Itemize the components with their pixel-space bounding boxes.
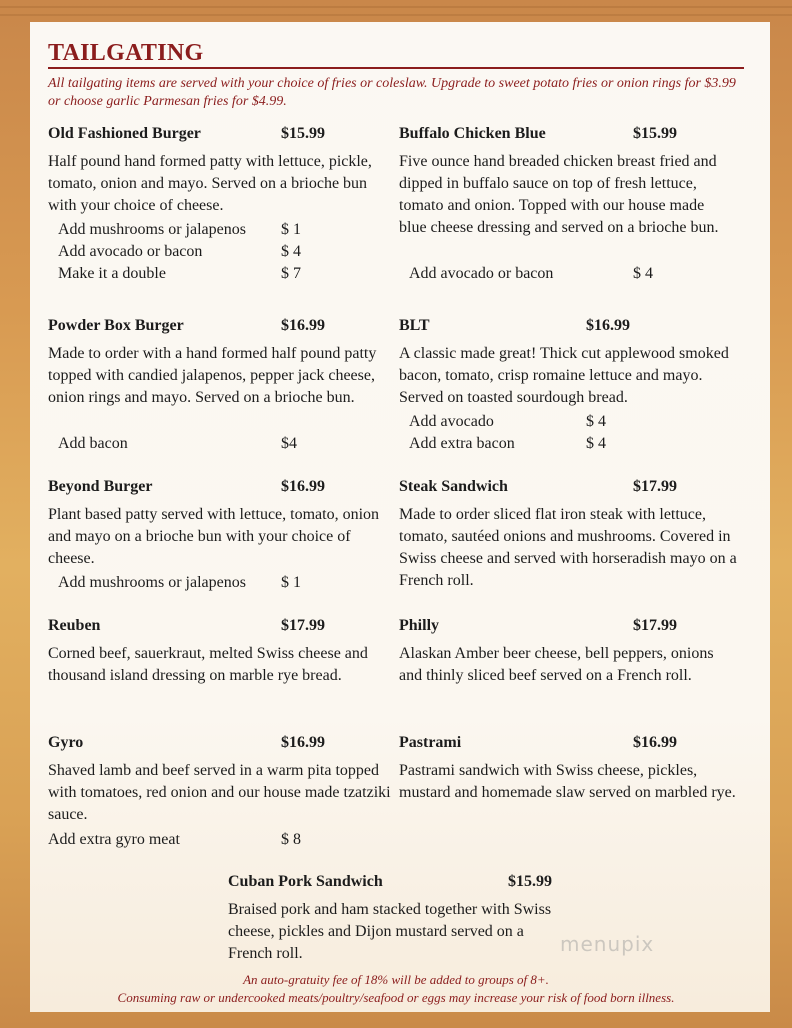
section-intro: All tailgating items are served with your choice of fries or coleslaw. Upgrade to sweet potato fries or onion rings for $3.99 or choose garlic Parmesan fries for $4.99.	[48, 76, 736, 109]
item-description: Shaved lamb and beef served in a warm pita topped with tomatoes, red onion and our house made tzatziki sauce.	[48, 762, 391, 823]
addon	[399, 435, 734, 457]
item-description: Alaskan Amber beer cheese, bell peppers, onions and thinly sliced beef served on a French roll.	[399, 645, 714, 684]
item-price: $17.99	[281, 617, 325, 634]
item-price: $15.99	[508, 873, 552, 890]
food-safety-notice: Consuming raw or undercooked meats/poultry/seafood or eggs may increase your risk of food born illness.	[117, 990, 675, 1005]
addon-price: $ 4	[633, 265, 653, 282]
item-name: Buffalo Chicken Blue	[399, 125, 546, 142]
addon-list	[399, 413, 734, 457]
addon-price: $ 1	[281, 574, 301, 591]
addon	[48, 221, 383, 243]
addon-label: Add avocado	[409, 413, 494, 430]
title-divider	[48, 67, 744, 69]
addon-price: $ 4	[586, 413, 606, 430]
item-description: Plant based patty served with lettuce, tomato, onion and mayo on a brioche bun with your choice of cheese.	[48, 506, 380, 567]
item-price: $17.99	[633, 617, 677, 634]
item-name: Cuban Pork Sandwich	[228, 873, 383, 890]
addon-label: Add extra gyro meat	[48, 831, 180, 848]
item-price: $16.99	[281, 478, 325, 495]
addon-price: $4	[281, 435, 297, 452]
gratuity-notice: An auto-gratuity fee of 18% will be added to groups of 8+.	[243, 972, 549, 987]
addon-price: $ 7	[281, 265, 301, 282]
addon-label: Make it a double	[58, 265, 166, 282]
item-name: Gyro	[48, 734, 84, 751]
item-description: Half pound hand formed patty with lettuce, pickle, tomato, onion and mayo. Served on a brioche bun with your choice of cheese.	[48, 153, 372, 214]
item-name: Steak Sandwich	[399, 478, 508, 495]
addon-list	[48, 574, 383, 596]
section-title: TAILGATING	[48, 40, 204, 66]
item-price: $16.99	[586, 317, 630, 334]
addon-label: Add avocado or bacon	[58, 243, 203, 260]
addon	[399, 265, 734, 287]
addon	[48, 435, 383, 457]
addon	[48, 265, 383, 287]
item-price: $16.99	[281, 317, 325, 334]
addon-label: Add bacon	[58, 435, 128, 452]
item-name: Philly	[399, 617, 440, 634]
item-description: Made to order with a hand formed half pound patty topped with candied jalapenos, pepper jack cheese, onion rings and mayo. Served on a brioche bun.	[48, 345, 377, 406]
item-description: Corned beef, sauerkraut, melted Swiss cheese and thousand island dressing on marble rye bread.	[48, 645, 368, 684]
item-price: $16.99	[281, 734, 325, 751]
addon-list	[48, 435, 383, 457]
item-price: $16.99	[633, 734, 677, 751]
addon-label: Add avocado or bacon	[409, 265, 554, 282]
addon-price: $ 4	[586, 435, 606, 452]
addon-label: Add mushrooms or jalapenos	[58, 221, 246, 238]
item-name: Old Fashioned Burger	[48, 125, 201, 142]
item-price: $15.99	[633, 125, 677, 142]
item-description: A classic made great! Thick cut applewood smoked bacon, tomato, crisp romaine lettuce and mayo. Served on toasted sourdough bread.	[399, 345, 729, 406]
addon	[48, 243, 383, 265]
addon-label: Add mushrooms or jalapenos	[58, 574, 246, 591]
item-description: Five ounce hand breaded chicken breast fried and dipped in buffalo sauce on top of fresh lettuce, tomato and onion. Topped with our house made blue cheese dressing and served on a brioche bun.	[399, 153, 719, 236]
addon	[399, 413, 734, 435]
addon-list	[399, 265, 734, 287]
item-name: BLT	[399, 317, 430, 334]
addon	[48, 574, 383, 596]
item-price: $15.99	[281, 125, 325, 142]
item-description: Pastrami sandwich with Swiss cheese, pickles, mustard and homemade slaw served on marbled rye.	[399, 762, 736, 801]
addon-label: Add extra bacon	[409, 435, 515, 452]
addon-price: $ 4	[281, 243, 301, 260]
addon	[48, 831, 383, 853]
item-description: Braised pork and ham stacked together with Swiss cheese, pickles and Dijon mustard served on a French roll.	[228, 901, 552, 962]
item-name: Beyond Burger	[48, 478, 153, 495]
watermark: menupix	[560, 932, 655, 956]
item-name: Powder Box Burger	[48, 317, 184, 334]
item-description: Made to order sliced flat iron steak with lettuce, tomato, sautéed onions and mushrooms. Covered in Swiss cheese and served with horseradish mayo on a French roll.	[399, 506, 737, 589]
addon-list	[48, 221, 383, 287]
item-price: $17.99	[633, 478, 677, 495]
addon-price: $ 8	[281, 831, 301, 848]
item-name: Reuben	[48, 617, 101, 634]
addon-price: $ 1	[281, 221, 301, 238]
item-name: Pastrami	[399, 734, 462, 751]
addon-list	[48, 831, 383, 853]
